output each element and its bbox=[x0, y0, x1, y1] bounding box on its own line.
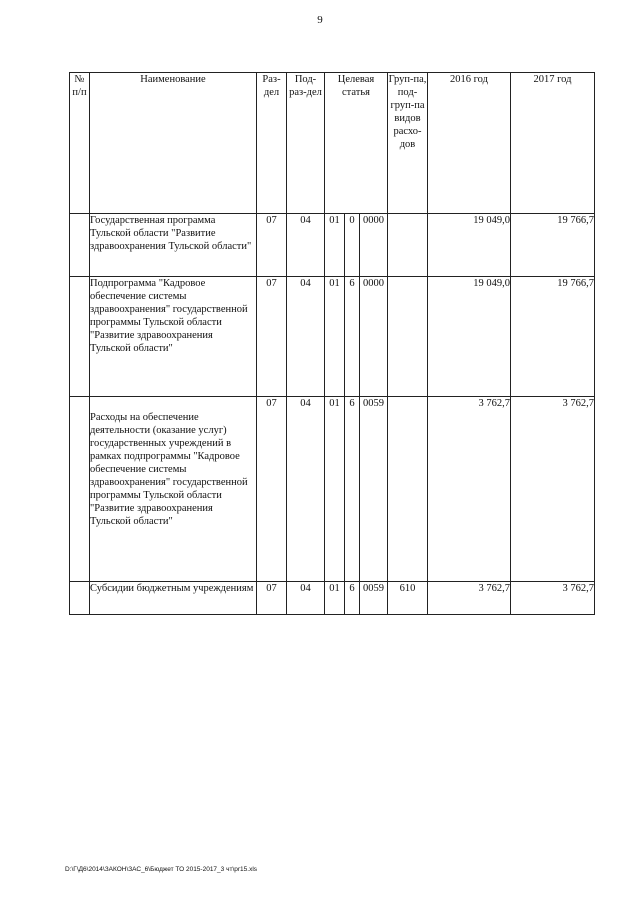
row-section: 07 bbox=[257, 277, 287, 397]
row-subsection: 04 bbox=[287, 214, 325, 277]
header-section: Раз-дел bbox=[257, 73, 287, 214]
row-target-program: 01 bbox=[325, 397, 345, 582]
row-amount-2016: 3 762,7 bbox=[428, 397, 511, 582]
header-num: № п/п bbox=[70, 73, 90, 214]
row-target-direction: 0000 bbox=[360, 277, 388, 397]
row-amount-2016: 3 762,7 bbox=[428, 582, 511, 615]
row-amount-2016: 19 049,0 bbox=[428, 277, 511, 397]
row-num bbox=[70, 397, 90, 582]
header-2016: 2016 год bbox=[428, 73, 511, 214]
row-target-program: 01 bbox=[325, 214, 345, 277]
row-name: Расходы на обеспечение деятельности (оказание услуг) государственных учреждений в рамках подпрограммы "Кадровое обеспечение системы здравоохранения" государственной программы Тульской области "Развитие здравоохранения Тульской области" bbox=[90, 397, 257, 582]
page-number: 9 bbox=[317, 14, 323, 26]
row-target-direction: 0059 bbox=[360, 397, 388, 582]
row-target-direction: 0000 bbox=[360, 214, 388, 277]
table-row bbox=[70, 582, 595, 615]
header-target-article: Целевая статья bbox=[325, 73, 388, 214]
header-expense-group: Груп-па, под-груп-па видов расхо-дов bbox=[388, 73, 428, 214]
row-section: 07 bbox=[257, 397, 287, 582]
row-target-subprogram: 6 bbox=[345, 397, 360, 582]
row-num bbox=[70, 214, 90, 277]
row-expense-group bbox=[388, 397, 428, 582]
row-target-subprogram: 0 bbox=[345, 214, 360, 277]
row-amount-2017: 19 766,7 bbox=[511, 214, 595, 277]
row-target-subprogram: 6 bbox=[345, 277, 360, 397]
budget-table bbox=[69, 72, 595, 615]
row-target-direction: 0059 bbox=[360, 582, 388, 615]
row-subsection: 04 bbox=[287, 397, 325, 582]
row-subsection: 04 bbox=[287, 277, 325, 397]
row-name: Государственная программа Тульской области "Развитие здравоохранения Тульской области" bbox=[90, 214, 257, 277]
header-2017: 2017 год bbox=[511, 73, 595, 214]
row-amount-2017: 19 766,7 bbox=[511, 277, 595, 397]
row-amount-2017: 3 762,7 bbox=[511, 582, 595, 615]
row-amount-2016: 19 049,0 bbox=[428, 214, 511, 277]
header-row bbox=[70, 73, 595, 214]
file-path-footer: D:\Г\Д6\2014\ЗАКОН\ЗАС_6\Бюджет ТО 2015-2017_3 чт\pr15.xls bbox=[65, 866, 258, 873]
header-name: Наименование bbox=[90, 73, 257, 214]
row-name: Субсидии бюджетным учреждениям bbox=[90, 582, 257, 615]
row-target-program: 01 bbox=[325, 277, 345, 397]
row-expense-group: 610 bbox=[388, 582, 428, 615]
row-amount-2017: 3 762,7 bbox=[511, 397, 595, 582]
row-expense-group bbox=[388, 277, 428, 397]
row-target-subprogram: 6 bbox=[345, 582, 360, 615]
table-row bbox=[70, 277, 595, 397]
table-row bbox=[70, 397, 595, 582]
row-subsection: 04 bbox=[287, 582, 325, 615]
table-row bbox=[70, 214, 595, 277]
row-section: 07 bbox=[257, 214, 287, 277]
header-subsection: Под-раз-дел bbox=[287, 73, 325, 214]
row-num bbox=[70, 277, 90, 397]
row-num bbox=[70, 582, 90, 615]
row-expense-group bbox=[388, 214, 428, 277]
row-name: Подпрограмма "Кадровое обеспечение системы здравоохранения" государственной программы Тульской области "Развитие здравоохранения Тульской области" bbox=[90, 277, 257, 397]
row-section: 07 bbox=[257, 582, 287, 615]
row-target-program: 01 bbox=[325, 582, 345, 615]
